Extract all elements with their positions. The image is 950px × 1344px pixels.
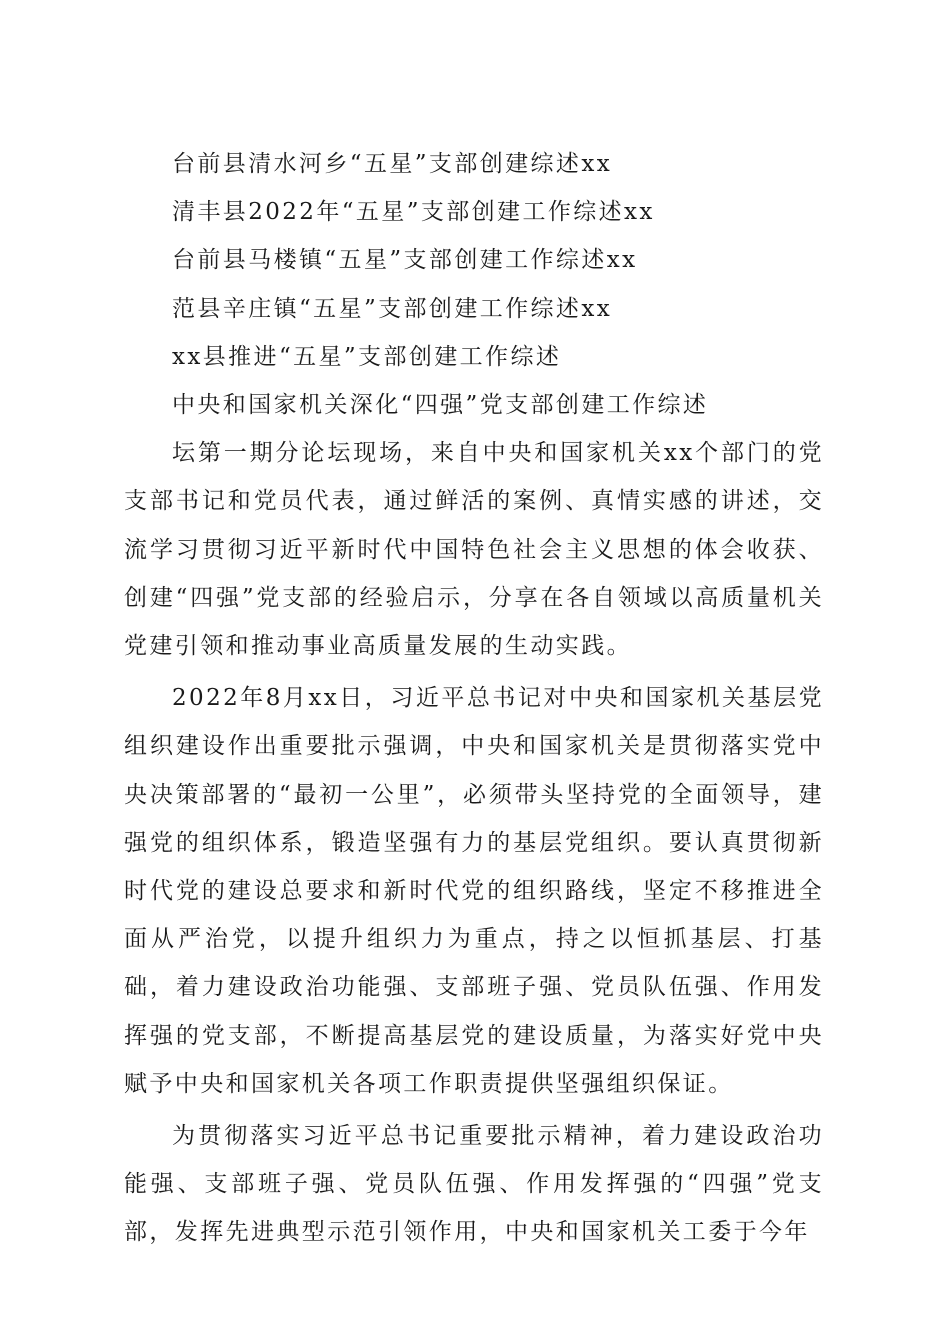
paragraph-implementation: 为贯彻落实习近平总书记重要批示精神，着力建设政治功能强、支部班子强、党员队伍强、作用发挥强的“四强”党支部，发挥先进典型示范引领作用，中央和国家机关工委于今年 — [124, 1123, 824, 1246]
toc-item-4: 范县辛庄镇“五星”支部创建工作综述xx — [172, 295, 613, 322]
document-body — [124, 140, 824, 1257]
toc-item-2: 清丰县2022年“五星”支部创建工作综述xx — [172, 199, 655, 226]
paragraph-forum: 坛第一期分论坛现场，来自中央和国家机关xx个部门的党支部书记和党员代表，通过鲜活的案例、真情实感的讲述，交流学习贯彻习近平新时代中国特色社会主义思想的体会收获、创建“四强”党支部的经验启示，分享在各自领域以高质量机关党建引领和推动事业高质量发展的生动实践。 — [124, 440, 824, 660]
paragraph-instruction: 2022年8月xx日，习近平总书记对中央和国家机关基层党组织建设作出重要批示强调，中央和国家机关是贯彻落实党中央决策部署的“最初一公里”，必须带头坚持党的全面领导，建强党的组织体系，锻造坚强有力的基层党组织。要认真贯彻新时代党的建设总要求和新时代党的组织路线，坚定不移推进全面从严治党，以提升组织力为重点，持之以恒抓基层、打基础，着力建设政治功能强、支部班子强、党员队伍强、作用发挥强的党支部，不断提高基层党的建设质量，为落实好党中央赋予中央和国家机关各项工作职责提供坚强组织保证。 — [124, 685, 824, 1097]
toc-item-5: xx县推进“五星”支部创建工作综述 — [172, 343, 562, 370]
toc-item-6: 中央和国家机关深化“四强”党支部创建工作综述 — [172, 392, 709, 419]
toc-item-1: 台前县清水河乡“五星”支部创建综述xx — [172, 151, 613, 177]
toc-item-3: 台前县马楼镇“五星”支部创建工作综述xx — [172, 247, 638, 274]
